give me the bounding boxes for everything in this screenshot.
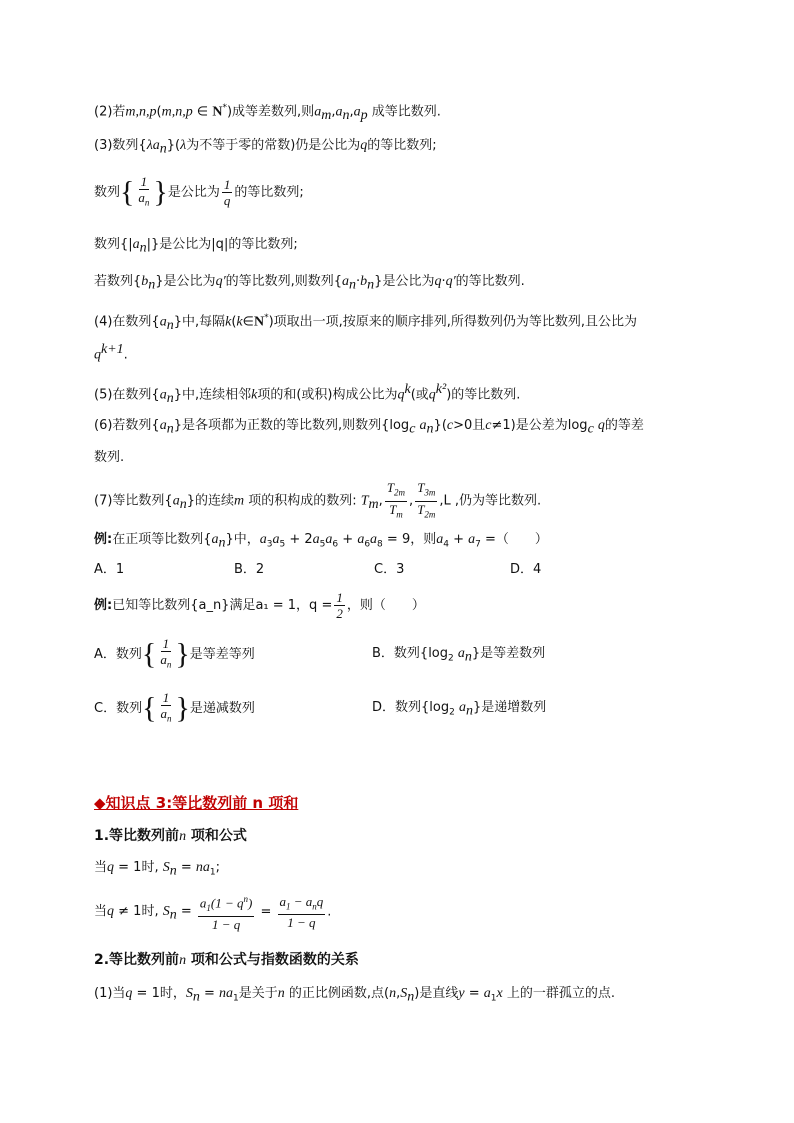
- property-4b: $q^{k+1}$.: [94, 342, 128, 363]
- property-6a: (6)若数列$\{a_n\}$是各项都为正数的等比数列,则数列{$\log_c$ $a_n\}(c>0$且c≠1)是公差为$\log_c q$的等差: [94, 418, 644, 437]
- property-3a: (3)数列$\{\lambda a_n\}(\lambda$为不等于零的常数)仍是公比为q的等比数列;: [94, 138, 437, 157]
- property-3c: 数列$\{|a_n|\}$是公比为|q|的等比数列;: [94, 237, 298, 256]
- section-title: ◆知识点 3:等比数列前 n 项和: [94, 794, 299, 812]
- example-1: 例:在正项等比数列$\{a_n\}$中，$a_3a_5 + 2a_5a_6 + a_6a_8 = 9$，则$a_4 + a_7$ =（ ）: [94, 532, 548, 551]
- property-6b: 数列.: [94, 450, 125, 465]
- formula-q-equals-1: 当q = 1时, $S_n = na_1$;: [94, 860, 221, 879]
- property-3b: 数列{ $\frac{1}{a_n}$ }是公比为 $\frac{1}{q}$ 的等比数列;: [94, 174, 304, 209]
- example-2-option-b: B．数列{$\log_2$ $a_n$}是等差数列: [372, 646, 546, 665]
- example-1-option-b: B．2: [234, 562, 265, 577]
- example-1-option-d: D．4: [510, 562, 542, 577]
- example-2-option-d: D．数列{$\log_2$ $a_n$}是递增数列: [372, 700, 547, 719]
- example-1-option-a: A．1: [94, 562, 125, 577]
- example-1-option-c: C．3: [374, 562, 405, 577]
- example-2: 例:已知等比数列{a_n}满足a₁ = 1，q = $\frac{1}{2}$ ，则（ ）: [94, 590, 425, 621]
- property-3d: 若数列$\{b_n\}$是公比为q′的等比数列,则数列$\{a_n\cdot b_n\}$是公比为q·q′的等比数列.: [94, 274, 525, 293]
- property-7: (7)等比数列$\{a_n\}$的连续m 项的积构成的数列: $T_m$, $\frac{T_{2m}}{T_m}$ , $\frac{T_{3m}}{T_{2m}}$ ,L ,仍为等比数列.: [94, 480, 542, 520]
- example-2-option-c: C．数列{ $\frac{1}{a_n}$ }是递减数列: [94, 690, 255, 725]
- section-heading-2: 2.等比数列前n 项和公式与指数函数的关系: [94, 952, 359, 968]
- formula-q-not-1: 当q ≠ 1时, $S_n$ = $\frac{a_1(1 - q^n)}{1 - q}$ = $\frac{a_1 - a_nq}{1 - q}$ .: [94, 893, 332, 932]
- property-5: (5)在数列$\{a_n\}$中,连续相邻k项的和(或积)构成公比为$q^k$(或$q^{k^2}$)的等比数列.: [94, 382, 521, 406]
- relation-paragraph-1: (1)当q = 1时，$S_n = na_1$是关于n 的正比例函数,点$(n,S_n)$是直线$y = a_1x$ 上的一群孤立的点.: [94, 986, 615, 1005]
- property-4a: (4)在数列$\{a_n\}$中,每隔k(k∈N*)项取出一项,按原来的顺序排列,所得数列仍为等比数列,且公比为: [94, 313, 638, 333]
- example-2-option-a: A．数列{ $\frac{1}{a_n}$ }是等差等列: [94, 636, 255, 671]
- section-heading-1: 1.等比数列前n 项和公式: [94, 828, 247, 844]
- property-2: (2)若m,n,p(m,n,p ∈ N*)成等差数列,则$a_m,a_n,a_p$ 成等比数列.: [94, 103, 441, 123]
